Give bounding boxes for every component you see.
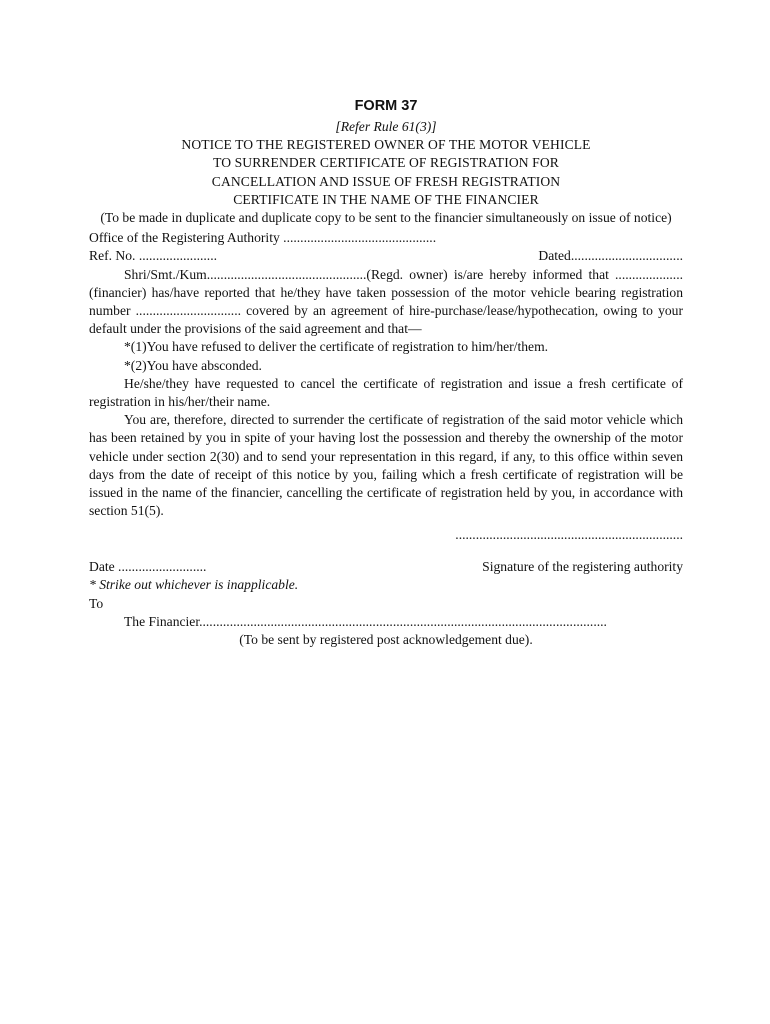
dated: Dated................................. [538, 248, 683, 264]
notice-heading-line-1: NOTICE TO THE REGISTERED OWNER OF THE MOTOR VEHICLE [181, 137, 591, 153]
office-line: Office of the Registering Authority ............................................. [89, 230, 437, 246]
notice-heading-line-4: CERTIFICATE IN THE NAME OF THE FINANCIER [233, 191, 539, 207]
form-page [89, 96, 683, 649]
notice-heading-line-3: CANCELLATION AND ISSUE OF FRESH REGISTRATION [211, 173, 561, 189]
paragraph-directive: You are, therefore, directed to surrender the certificate of registration of the said motor vehicle which has been retained by you in spite of your having lost the possession and thereby the ownership of the motor vehicle under section 2(30) and to send your representation in this regard, if any, to this office within seven days from the date of receipt of this notice by you, failing which a fresh certificate of registration will be issued in the name of the financier, cancelling the certificate of registration held by you, in accordance with section 51(5). [89, 412, 683, 519]
date-field: Date .......................... [89, 559, 207, 575]
notice-heading-line-2: TO SURRENDER CERTIFICATE OF REGISTRATION FOR [213, 155, 559, 171]
signature-line: ................................................................... [455, 527, 683, 543]
ref-dated-row [89, 247, 683, 265]
ref-no: Ref. No. ....................... [89, 248, 217, 264]
paragraph-request: He/she/they have requested to cancel the certificate of registration and issue a fresh certificate of registration in his/her/their name. [89, 375, 683, 410]
signature-label: Signature of the registering authority [482, 559, 683, 575]
to-label: To [89, 595, 104, 611]
strike-note: * Strike out whichever is inapplicable. [89, 577, 299, 593]
financier-line: The Financier........................................................................................................................ [124, 613, 607, 629]
clause-absconded: *(2)You have absconded. [124, 357, 262, 373]
clause-refused: *(1)You have refused to deliver the certificate of registration to him/her/them. [124, 339, 549, 355]
form-title: FORM 37 [354, 98, 418, 114]
rule-reference: [Refer Rule 61(3)] [335, 119, 437, 134]
date-signature-row [89, 558, 683, 576]
sent-note: (To be sent by registered post acknowledgement due). [239, 632, 533, 648]
paragraph-owner-informed: Shri/Smt./Kum...............................................(Regd. owner) is/are hereby informed that .................... (financier) has/have reported that he/they have taken possession of the motor vehicle bearing registration number ............................... covered by an agreement of hire-purchase/lease/hypothecation, owing to your default under the provisions of the said agreement and that— [89, 266, 683, 337]
duplicate-note: (To be made in duplicate and duplicate copy to be sent to the financier simultaneously on issue of notice) [100, 210, 672, 226]
